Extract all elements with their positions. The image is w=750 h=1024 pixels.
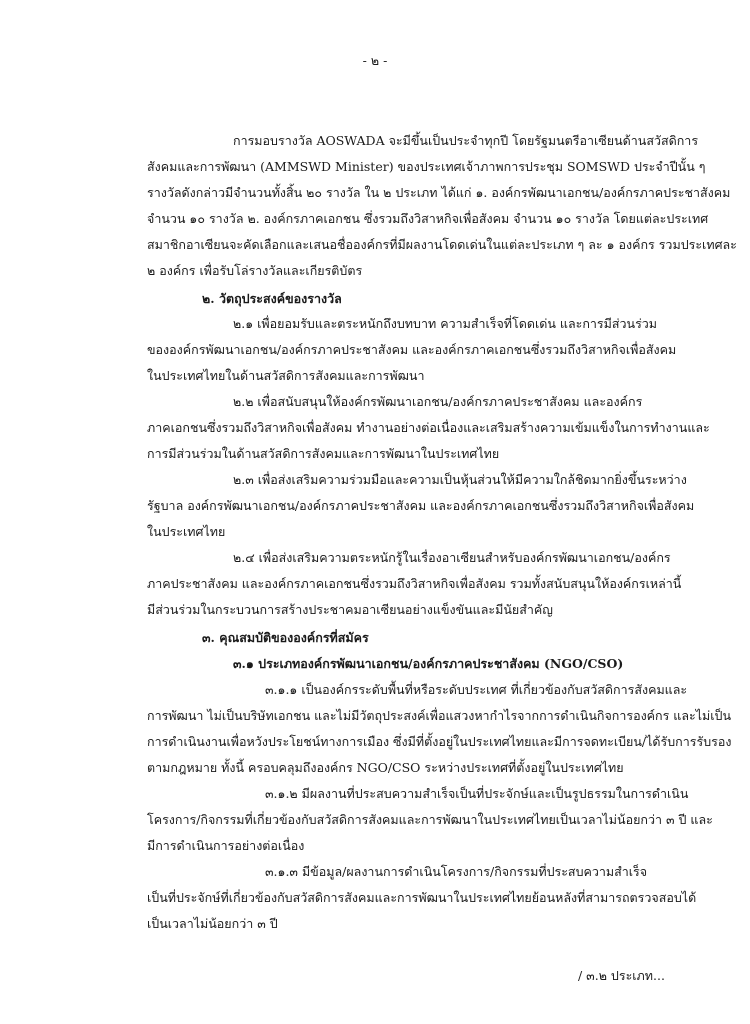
section-3-item-line: ๓.๑.๒ มีผลงานที่ประสบความสำเร็จเป็นที่ประจักษ์และเป็นรูปธรรมในการดำเนิน	[265, 786, 689, 801]
section-3-item-line: เป็นที่ประจักษ์ที่เกี่ยวข้องกับสวัสดิการสังคมและการพัฒนาในประเทศไทยย้อนหลังที่สามารถตรวจสอบได้	[147, 890, 697, 905]
section-2-item-line: ๒.๑ เพื่อยอมรับและตระหนักถึงบทบาท ความสำเร็จที่โดดเด่น และการมีส่วนร่วม	[233, 316, 658, 331]
intro-line: สมาชิกอาเซียนจะคัดเลือกและเสนอชื่อองค์กรที่มีผลงานโดดเด่นในแต่ละประเภท ๆ ละ ๑ องค์กร รวมประเทศละ	[147, 237, 737, 252]
section-3-heading: ๓. คุณสมบัติขององค์กรที่สมัคร	[202, 630, 369, 645]
section-2-item-line: รัฐบาล องค์กรพัฒนาเอกชน/องค์กรภาคประชาสังคม และองค์กรภาคเอกชนซึ่งรวมถึงวิสาหกิจเพื่อสังคม	[147, 498, 695, 513]
section-2-item-line: ๒.๒ เพื่อสนับสนุนให้องค์กรพัฒนาเอกชน/องค์กรภาคประชาสังคม และองค์กร	[233, 394, 643, 409]
section-3-item-line: ๓.๑.๓ มีข้อมูล/ผลงานการดำเนินโครงการ/กิจกรรมที่ประสบความสำเร็จ	[265, 864, 648, 879]
next-page-continuation: / ๓.๒ ประเภท...	[578, 968, 665, 983]
section-2-item-line: ขององค์กรพัฒนาเอกชน/องค์กรภาคประชาสังคม และองค์กรภาคเอกชนซึ่งรวมถึงวิสาหกิจเพื่อสังคม	[147, 342, 677, 357]
section-3-item-line: โครงการ/กิจกรรมที่เกี่ยวข้องกับสวัสดิการสังคมและการพัฒนาในประเทศไทยเป็นเวลาไม่น้อยกว่า ๓ ปี และ	[147, 812, 713, 827]
intro-line: การมอบรางวัล AOSWADA จะมีขึ้นเป็นประจำทุกปี โดยรัฐมนตรีอาเซียนด้านสวัสดิการ	[233, 133, 699, 148]
section-2-item-line: ๒.๓ เพื่อส่งเสริมความร่วมมือและความเป็นหุ้นส่วนให้มีความใกล้ชิดมากยิ่งขึ้นระหว่าง	[233, 472, 687, 487]
section-2-item-line: ในประเทศไทยในด้านสวัสดิการสังคมและการพัฒนา	[147, 368, 425, 383]
section-2-item-line: ๒.๔ เพื่อส่งเสริมความตระหนักรู้ในเรื่องอาเซียนสำหรับองค์กรพัฒนาเอกชน/องค์กร	[233, 550, 671, 565]
section-2-item-line: การมีส่วนร่วมในด้านสวัสดิการสังคมและการพัฒนาในประเทศไทย	[147, 446, 500, 461]
section-2-item-line: มีส่วนร่วมในกระบวนการสร้างประชาคมอาเซียนอย่างแข็งขันและมีนัยสำคัญ	[147, 602, 553, 617]
section-3-subheading: ๓.๑ ประเภทองค์กรพัฒนาเอกชน/องค์กรภาคประชาสังคม (NGO/CSO)	[233, 656, 624, 671]
section-3-item-line: การดำเนินงานเพื่อหวังประโยชน์ทางการเมือง ซึ่งมีที่ตั้งอยู่ในประเทศไทยและมีการจดทะเบียน/ได้รับการรับรอง	[147, 734, 732, 749]
section-2-item-line: ภาคเอกชนซึ่งรวมถึงวิสาหกิจเพื่อสังคม ทำงานอย่างต่อเนื่องและเสริมสร้างความเข้มแข็งในการทำงานและ	[147, 420, 710, 435]
section-3-item-line: การพัฒนา ไม่เป็นบริษัทเอกชน และไม่มีวัตถุประสงค์เพื่อแสวงหากำไรจากการดำเนินกิจการองค์กร และไม่เป็น	[147, 708, 732, 723]
intro-line: รางวัลดังกล่าวมีจำนวนทั้งสิ้น ๒๐ รางวัล ใน ๒ ประเภท ได้แก่ ๑. องค์กรพัฒนาเอกชน/องค์กรภาคประชาสังคม	[147, 185, 731, 200]
section-3-item-line: ๓.๑.๑ เป็นองค์กรระดับพื้นที่หรือระดับประเทศ ที่เกี่ยวข้องกับสวัสดิการสังคมและ	[265, 682, 688, 697]
section-2-item-line: ในประเทศไทย	[147, 524, 226, 539]
section-3-item-line: ตามกฎหมาย ทั้งนี้ ครอบคลุมถึงองค์กร NGO/CSO ระหว่างประเทศที่ตั้งอยู่ในประเทศไทย	[147, 760, 624, 775]
intro-line: สังคมและการพัฒนา (AMMSWD Minister) ของประเทศเจ้าภาพการประชุม SOMSWD ประจำปีนั้น ๆ	[147, 159, 706, 174]
section-2-heading: ๒. วัตถุประสงค์ของรางวัล	[202, 291, 342, 306]
intro-line: จำนวน ๑๐ รางวัล ๒. องค์กรภาคเอกชน ซึ่งรวมถึงวิสาหกิจเพื่อสังคม จำนวน ๑๐ รางวัล โดยแต่ละประเทศ	[147, 211, 709, 226]
intro-line: ๒ องค์กร เพื่อรับโล่รางวัลและเกียรติบัตร	[147, 263, 363, 278]
section-3-item-line: มีการดำเนินการอย่างต่อเนื่อง	[147, 838, 305, 853]
section-2-item-line: ภาคประชาสังคม และองค์กรภาคเอกชนซึ่งรวมถึงวิสาหกิจเพื่อสังคม รวมทั้งสนับสนุนให้องค์กรเหล่านี้	[147, 576, 682, 591]
section-3-item-line: เป็นเวลาไม่น้อยกว่า ๓ ปี	[147, 916, 278, 931]
page-number: - ๒ -	[362, 53, 388, 68]
